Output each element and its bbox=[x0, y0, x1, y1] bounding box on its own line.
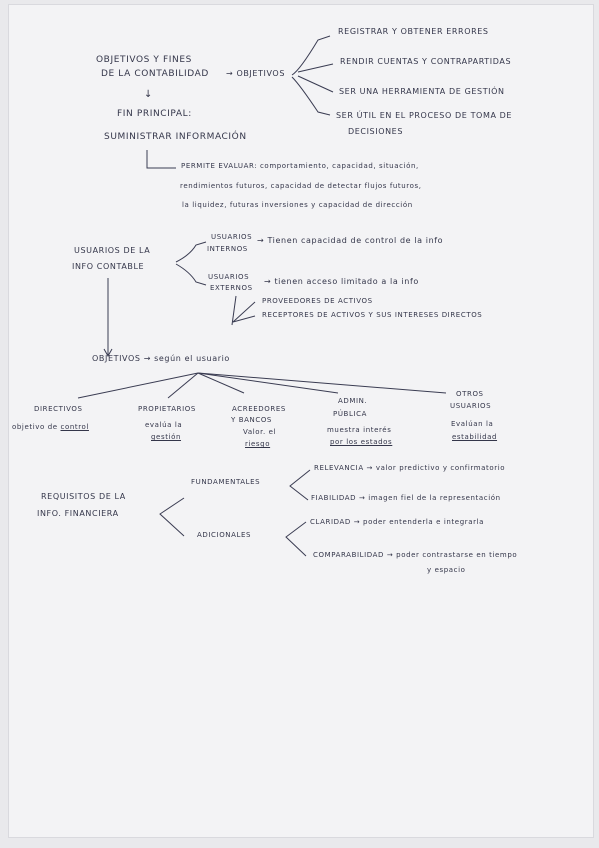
adicionales-label: ADICIONALES bbox=[197, 531, 252, 539]
col-admin-title-1: ADMIN. bbox=[338, 397, 368, 405]
permite-line1: PERMITE EVALUAR: comportamiento, capacidad, situación, bbox=[181, 162, 419, 170]
col-acreedores-underlined: riesgo bbox=[245, 440, 271, 448]
usuarios-internos-desc: → Tienen capacidad de control de la info bbox=[257, 236, 444, 245]
line-obj-2 bbox=[298, 64, 333, 72]
objetivo-item-2: RENDIR CUENTAS Y CONTRAPARTIDAS bbox=[340, 57, 512, 66]
requisitos-title-line2: INFO. FINANCIERA bbox=[37, 509, 119, 518]
col-acreedores-pre: Valor. el bbox=[243, 428, 277, 436]
col-propietarios-pre: evalúa la bbox=[145, 421, 183, 429]
usuarios-externos-desc: → tienen acceso limitado a la info bbox=[264, 277, 419, 286]
col-admin-underlined: por los estados bbox=[330, 438, 393, 446]
usuarios-brace-2 bbox=[176, 264, 206, 285]
usuarios-externos-line1: USUARIOS bbox=[208, 273, 250, 281]
externos-sub-1: PROVEEDORES DE ACTIVOS bbox=[262, 297, 373, 305]
relevancia-text: RELEVANCIA → valor predictivo y confirmatorio bbox=[314, 464, 506, 472]
claridad-text: CLARIDAD → poder entenderla e integrarla bbox=[310, 518, 485, 526]
comparabilidad-line2: y espacio bbox=[427, 566, 466, 574]
col-otros-pre: Evalúan la bbox=[451, 420, 494, 428]
col-admin-title-2: PÚBLICA bbox=[333, 410, 367, 418]
col-directivos-desc: objetivo de control bbox=[12, 423, 89, 431]
usuarios-brace bbox=[176, 242, 206, 262]
requisitos-brace bbox=[160, 498, 184, 536]
requisitos-title-line1: REQUISITOS DE LA bbox=[41, 492, 126, 501]
usuarios-title-line2: INFO CONTABLE bbox=[72, 262, 145, 271]
objetivos-title-line2: DE LA CONTABILIDAD bbox=[101, 69, 209, 79]
col-otros-title-2: USUARIOS bbox=[450, 402, 492, 410]
objetivo-item-5: DECISIONES bbox=[348, 127, 404, 136]
usuarios-internos-line2: INTERNOS bbox=[207, 245, 248, 253]
col-acreedores-title-2: Y BANCOS bbox=[231, 416, 272, 424]
fiabilidad-text: FIABILIDAD → imagen fiel de la representación bbox=[311, 494, 501, 502]
objetivo-item-1: REGISTRAR Y OBTENER ERRORES bbox=[338, 27, 489, 36]
objetivos-title-line1: OBJETIVOS Y FINES bbox=[96, 55, 192, 65]
objetivos-usuario-label: OBJETIVOS → según el usuario bbox=[92, 354, 230, 363]
fin-principal-text: SUMINISTRAR INFORMACIÓN bbox=[104, 132, 247, 142]
col-otros-title-1: OTROS bbox=[456, 390, 484, 398]
col-propietarios-underlined: gestión bbox=[151, 433, 182, 441]
permite-line3: la liquidez, futuras inversiones y capacidad de dirección bbox=[182, 201, 413, 209]
permite-line2: rendimientos futuros, capacidad de detectar flujos futuros, bbox=[180, 182, 422, 190]
col-otros-underlined: estabilidad bbox=[452, 433, 498, 441]
usuarios-internos-line1: USUARIOS bbox=[211, 233, 253, 241]
fundamentales-label: FUNDAMENTALES bbox=[191, 478, 261, 486]
col-directivos-title: DIRECTIVOS bbox=[34, 405, 83, 413]
objetivo-item-3: SER UNA HERRAMIENTA DE GESTIÓN bbox=[339, 87, 505, 96]
externos-sub-2: RECEPTORES DE ACTIVOS Y SUS INTERESES DIRECTOS bbox=[262, 311, 483, 319]
objetivo-item-4: SER ÚTIL EN EL PROCESO DE TOMA DE bbox=[336, 111, 513, 120]
col-admin-pre: muestra interés bbox=[327, 426, 392, 434]
comparabilidad-line1: COMPARABILIDAD → poder contrastarse en tiempo bbox=[313, 551, 518, 559]
usuarios-externos-line2: EXTERNOS bbox=[210, 284, 253, 292]
line-obj-3 bbox=[298, 76, 333, 92]
fin-principal-label: FIN PRINCIPAL: bbox=[117, 109, 192, 119]
line-obj-4 bbox=[292, 77, 330, 115]
permite-arrow bbox=[147, 150, 176, 168]
col-propietarios-title: PROPIETARIOS bbox=[138, 405, 196, 413]
objetivos-arrow-label: → OBJETIVOS bbox=[226, 69, 285, 78]
col-acreedores-title-1: ACREEDORES bbox=[232, 405, 286, 413]
usuarios-title-line1: USUARIOS DE LA bbox=[74, 246, 151, 255]
down-arrow-icon: ↓ bbox=[144, 89, 153, 100]
